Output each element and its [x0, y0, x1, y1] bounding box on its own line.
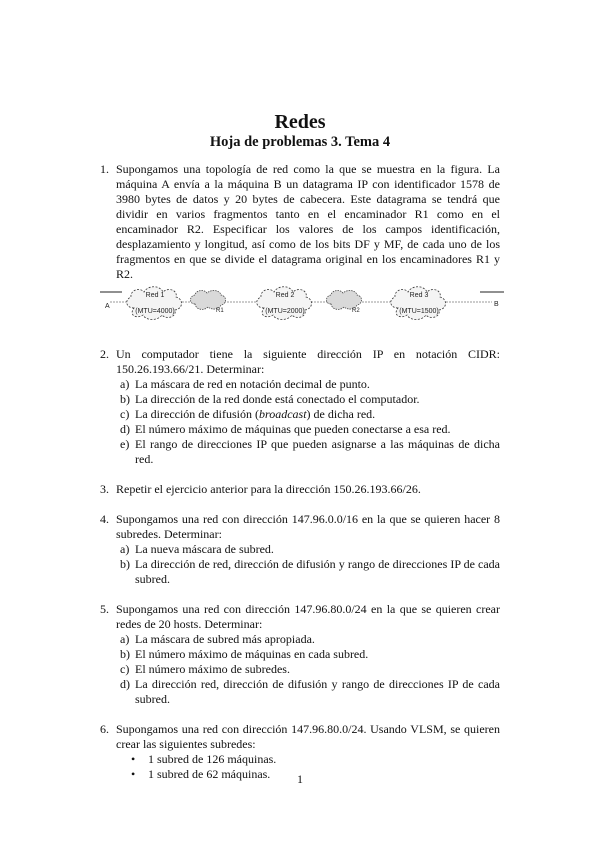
problem-number: 6.	[100, 722, 109, 736]
subquestion-text: La dirección red, dirección de difusión y rango de direcciones IP de cada subred.	[135, 677, 500, 706]
net1-name-label: Red 1	[145, 292, 165, 299]
subquestion-text: El rango de direcciones IP que pueden asignarse a las máquinas de dicha red.	[135, 437, 500, 466]
subquestion-text: La dirección de la red donde está conectado el computador.	[135, 392, 420, 406]
subquestion	[116, 677, 500, 707]
page-subtitle: Hoja de problemas 3. Tema 4	[209, 134, 391, 150]
problem-text: Supongamos una topología de red como la que se muestra en la figura. La máquina A envía a la máquina B un datagrama IP con identificador 1578 de 3980 bytes de datos y 20 bytes de cabecera. Este datagrama se tendrá que dividir en varios fragmentos tanto en el encaminador R1 como en el encaminador R2. Especificar los valores de los campos identificación, desplazamiento y longitud, así como de los bits DF y MF, de cada uno de los fragmentos en que se divide el datagrama original en los encaminadores R1 y R2.	[116, 162, 500, 281]
subquestion	[116, 392, 500, 407]
subquestion-letter: e)	[120, 437, 130, 451]
subquestion-text: El número máximo de máquinas en cada subred.	[135, 647, 369, 661]
subquestion	[116, 647, 500, 662]
net3-name-label: Red 3	[409, 292, 429, 299]
subquestion	[116, 632, 500, 647]
router-r2-label: R2	[352, 308, 360, 314]
subquestion-text: La nueva máscara de subred.	[135, 542, 274, 556]
subquestion-text: La máscara de subred más apropiada.	[135, 632, 315, 646]
subquestion	[116, 437, 500, 467]
subquestion-letter: d)	[120, 677, 130, 691]
subquestion-text: El número máximo de máquinas que pueden conectarse a esa red.	[135, 422, 451, 436]
subquestion-letter: b)	[120, 557, 130, 571]
page-title: Redes	[274, 111, 326, 133]
subquestion	[116, 557, 500, 587]
subquestion	[116, 377, 500, 392]
subquestion-letter: a)	[120, 632, 130, 646]
net3-mtu-label: (MTU=1500)	[399, 308, 439, 315]
subquestion	[116, 422, 500, 437]
subquestion-list	[116, 377, 500, 467]
subquestion-letter: a)	[120, 377, 130, 391]
host-b-label: B	[494, 301, 499, 308]
subquestion	[116, 407, 500, 422]
problem-list	[100, 162, 500, 782]
subquestion-text-emphasis: broadcast	[258, 407, 307, 421]
problem-4	[100, 512, 500, 587]
bullet-dot: •	[131, 767, 136, 781]
subquestion-text: La dirección de red, dirección de difusión y rango de direcciones IP de cada subred.	[135, 557, 500, 586]
problem-1	[100, 162, 500, 332]
problem-number: 5.	[100, 602, 109, 616]
subquestion-text: El número máximo de subredes.	[135, 662, 290, 676]
subquestion	[116, 542, 500, 557]
problem-5	[100, 602, 500, 707]
subquestion-letter: c)	[120, 662, 130, 676]
subquestion-letter: b)	[120, 392, 130, 406]
subquestion-list	[116, 542, 500, 587]
subquestion	[116, 662, 500, 677]
problem-text: Supongamos una red con dirección 147.96.80.0/24 en la que se quieren crear redes de 20 hosts. Determinar:	[116, 602, 500, 631]
problem-number: 1.	[100, 162, 109, 176]
subquestion-letter: b)	[120, 647, 130, 661]
problem-text: Supongamos una red con dirección 147.96.0.0/16 en la que se quieren hacer 8 subredes. Determinar:	[116, 512, 500, 541]
bullet-text: 1 subred de 126 máquinas.	[148, 752, 277, 766]
subquestion-text-before: La dirección de difusión (	[135, 407, 259, 421]
net1-mtu-label: (MTU=4000)	[135, 308, 175, 315]
problem-number: 2.	[100, 347, 109, 361]
problem-text: Un computador tiene la siguiente dirección IP en notación CIDR: 150.26.193.66/21. Determinar:	[116, 347, 500, 376]
bullet-dot: •	[131, 752, 136, 766]
network-topology-diagram	[100, 284, 520, 332]
subquestion-text-after: ) de dicha red.	[306, 407, 376, 421]
net2-mtu-label: (MTU=2000)	[265, 308, 305, 315]
problem-number: 3.	[100, 482, 109, 496]
problem-text: Repetir el ejercicio anterior para la dirección 150.26.193.66/26.	[116, 482, 421, 496]
subquestion-text: La máscara de red en notación decimal de punto.	[135, 377, 370, 391]
problem-3	[100, 482, 500, 497]
net2-name-label: Red 2	[275, 292, 295, 299]
router-r1-label: R1	[216, 308, 224, 314]
subquestion-letter: a)	[120, 542, 130, 556]
page-number: 1	[297, 772, 303, 786]
problem-text: Supongamos una red con dirección 147.96.80.0/24. Usando VLSM, se quieren crear las siguientes subredes:	[116, 722, 500, 751]
problem-2	[100, 347, 500, 467]
host-a-label: A	[105, 303, 110, 310]
subquestion-letter: d)	[120, 422, 130, 436]
problem-number: 4.	[100, 512, 109, 526]
bullet-item	[116, 752, 500, 767]
bullet-text: 1 subred de 62 máquinas.	[148, 767, 271, 781]
subquestion-list	[116, 632, 500, 707]
subquestion-letter: c)	[120, 407, 130, 421]
